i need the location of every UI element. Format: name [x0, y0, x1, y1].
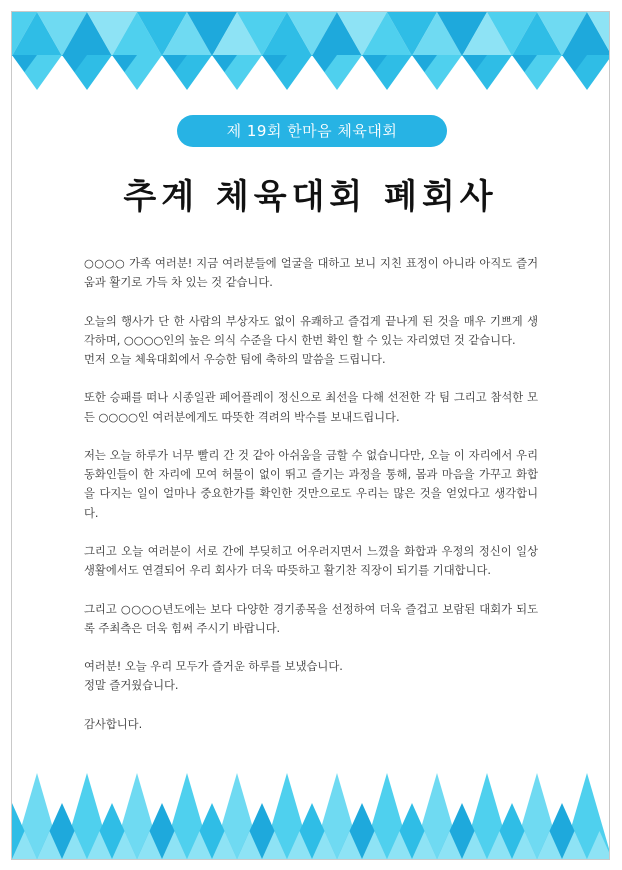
bottom-decorative-band — [12, 773, 609, 859]
paragraph: 또한 승패를 떠나 시종일관 페어플레이 정신으로 최선을 다해 선전한 각 팀 그리고 참석한 모든 ○○○○인 여러분에게도 따뜻한 격려의 박수를 보내드립니다. — [84, 391, 538, 424]
paragraph: 감사합니다. — [84, 717, 143, 731]
speech-body — [84, 254, 538, 734]
paragraph: ○○○○ 가족 여러분! 지금 여러분들에 얼굴을 대하고 보니 지친 표정이 아니라 아직도 즐거움과 활기로 가득 차 있는 것 같습니다. — [84, 257, 538, 290]
paragraph: 그리고 오늘 여러분이 서로 간에 부딪히고 어우러지면서 느꼈을 화합과 우정의 정신이 일상생활에서도 연결되어 우리 회사가 더욱 따뜻하고 활기찬 직장이 되기를 기대합니다. — [84, 544, 538, 578]
page-title: 추계 체육대회 폐회사 — [123, 177, 498, 217]
paragraph: 오늘의 행사가 단 한 사람의 부상자도 없이 유쾌하고 즐겁게 끝나게 된 것을 매우 기쁘게 생각하며, ○○○○인의 높은 의식 수준을 다시 한번 확인 할 수 있는 자리였던 것 같습니다. 먼저 오늘 체육대회에서 우승한 팀에 축하의 말씀을 드립니다. — [84, 314, 538, 366]
event-badge: 제 19회 한마음 체육대회 — [177, 115, 447, 147]
paragraph: 그리고 ○○○○년도에는 보다 다양한 경기종목을 선정하여 더욱 즐겁고 보람된 대회가 되도록 주최측은 더욱 힘써 주시기 바랍니다. — [84, 602, 538, 635]
paragraph: 여러분! 오늘 우리 모두가 즐거운 하루를 보냈습니다. 정말 즐거웠습니다. — [84, 660, 343, 693]
document-page — [11, 11, 610, 860]
top-decorative-band — [12, 12, 609, 90]
paragraph: 저는 오늘 하루가 너무 빨리 간 것 같아 아쉬움을 금할 수 없습니다만, 오늘 이 자리에서 우리 동화인들이 한 자리에 모여 허물이 없이 뛰고 즐기는 과정을 통해, 몸과 마음을 가꾸고 화합을 다지는 일이 얼마나 중요한가를 확인한 것만으로도 우리는 많은 것을 얻었다고 생각합니다. — [84, 448, 538, 520]
